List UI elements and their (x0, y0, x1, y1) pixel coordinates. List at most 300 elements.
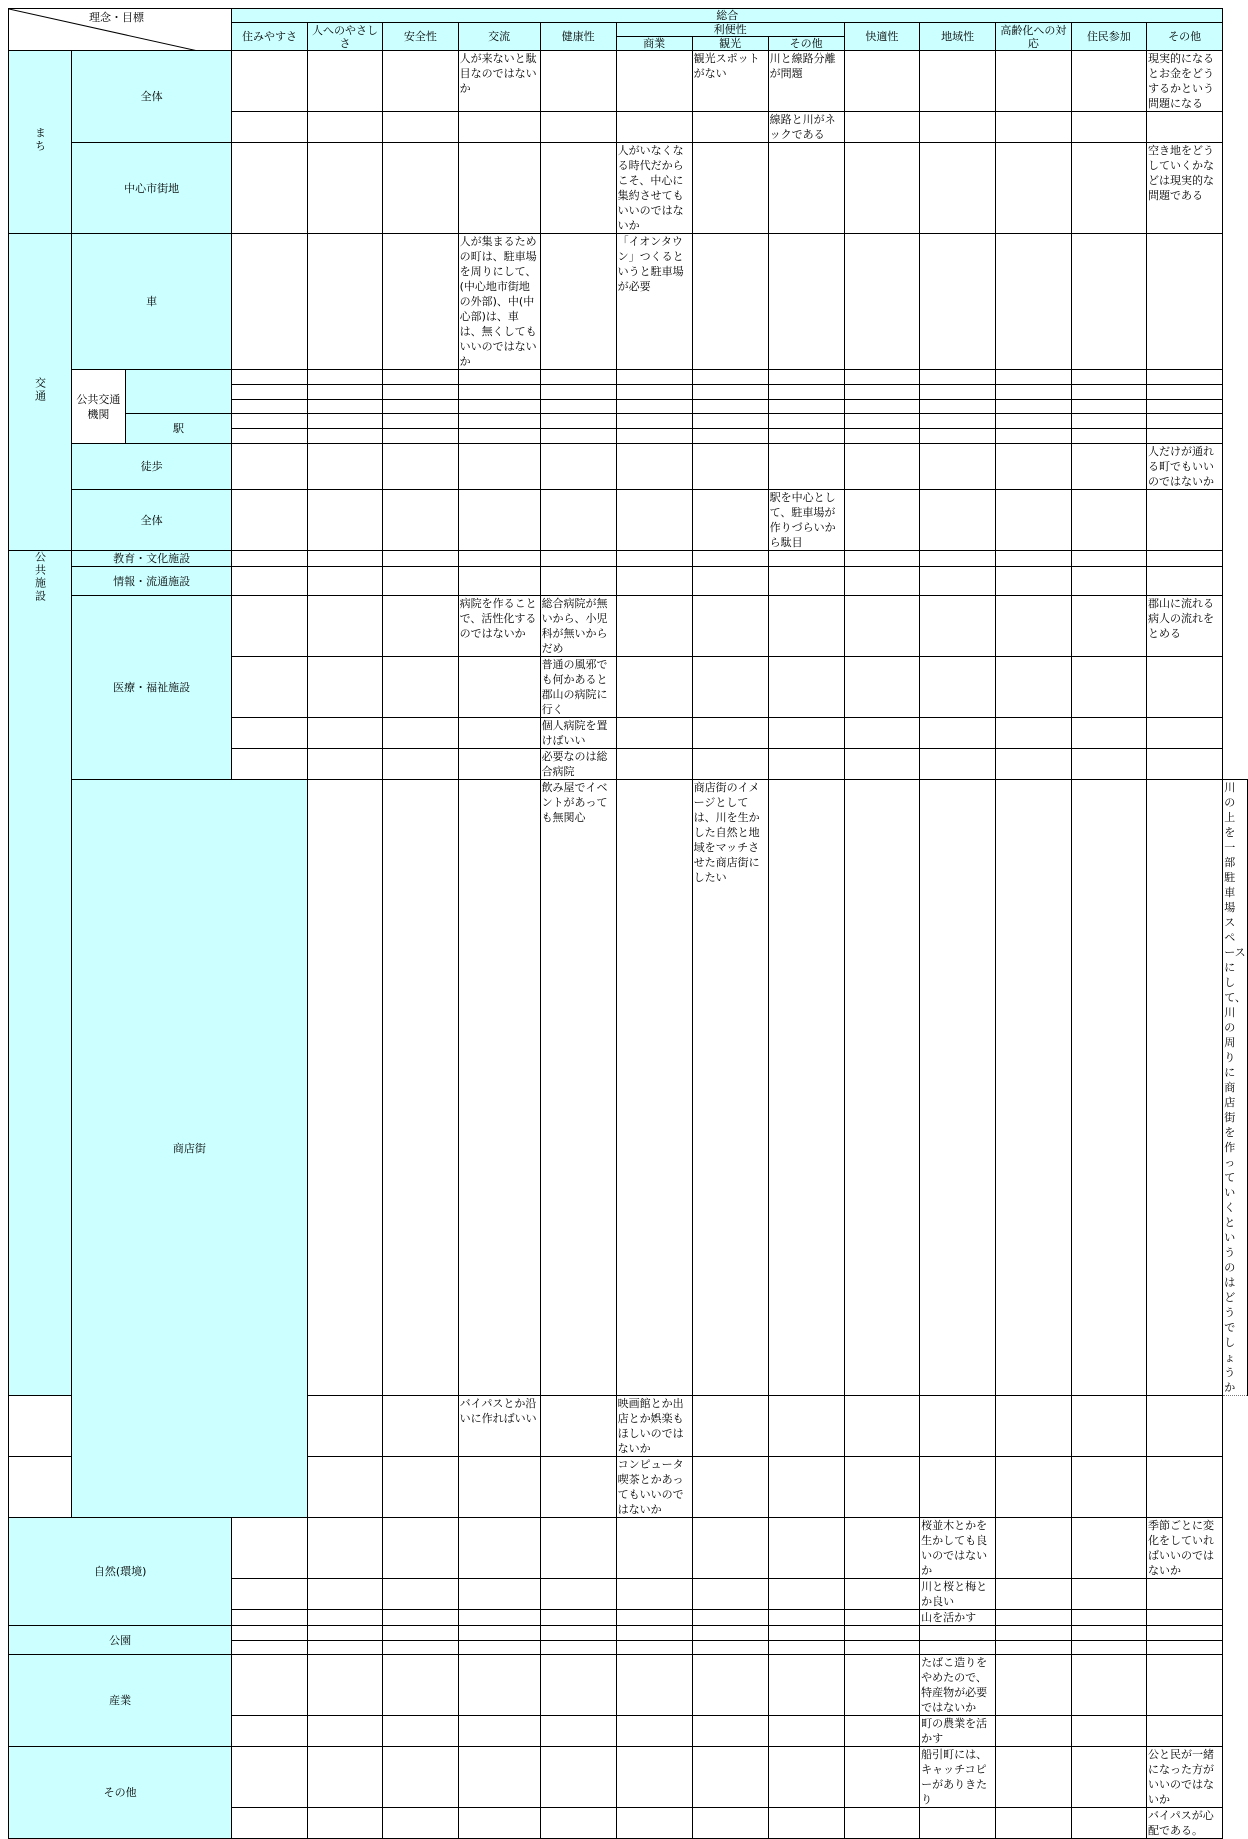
cell (458, 1641, 540, 1655)
cell (383, 1626, 458, 1641)
cell (616, 1808, 692, 1839)
cell (232, 1641, 307, 1655)
cell (458, 490, 540, 551)
cell (232, 370, 307, 385)
cell (692, 490, 768, 551)
cell (232, 1518, 307, 1579)
cell (692, 1747, 768, 1808)
cell (1071, 1579, 1146, 1610)
cell (1147, 414, 1223, 429)
cell (996, 1655, 1071, 1716)
cell (383, 596, 458, 657)
cell-z1-other: 現実的になるとお金をどうするかという問題になる (1147, 51, 1223, 112)
cell (540, 400, 616, 414)
cell (1071, 490, 1146, 551)
cell (232, 551, 307, 567)
header-col-kenko: 健康性 (540, 23, 616, 51)
cell (307, 596, 382, 657)
cell (768, 1641, 844, 1655)
cell-s2-shogyo: 映画館とか出店とか娯楽もほしいのではないか (616, 1396, 692, 1457)
header-corner (9, 9, 232, 51)
cell (844, 1808, 919, 1839)
cell (616, 596, 692, 657)
subcategory-kokyokotsu-blank (125, 370, 232, 414)
cell (9, 1396, 72, 1457)
cell (920, 1457, 996, 1518)
cell (1147, 1641, 1223, 1655)
cell (692, 657, 768, 718)
cell (383, 1808, 458, 1839)
cell (692, 414, 768, 429)
cell (1147, 1457, 1223, 1518)
cell (307, 1610, 382, 1626)
cell (768, 444, 844, 490)
cell (768, 1808, 844, 1839)
cell (844, 1641, 919, 1655)
header-col-kaiteki: 快適性 (844, 23, 919, 51)
cell (616, 718, 692, 749)
cell (232, 567, 307, 596)
header-col-riben-other: その他 (768, 37, 844, 51)
cell (996, 718, 1071, 749)
cell (692, 567, 768, 596)
cell (383, 143, 458, 234)
cell (540, 1579, 616, 1610)
cell (920, 143, 996, 234)
header-col-anzen: 安全性 (383, 23, 458, 51)
cell-i3-kenko: 個人病院を置けばいい (540, 718, 616, 749)
cell (1147, 1396, 1223, 1457)
cell (458, 1808, 540, 1839)
cell (920, 51, 996, 112)
cell (383, 749, 458, 780)
cell-i1-kouryu: 病院を作ることで、活性化するのではないか (458, 596, 540, 657)
cell (920, 490, 996, 551)
cell (1071, 112, 1146, 143)
cell (768, 414, 844, 429)
cell (768, 1457, 844, 1518)
cell-toho-other: 人だけが通れる町でもいいのではないか (1147, 444, 1223, 490)
cell (232, 1579, 307, 1610)
cell (920, 657, 996, 718)
cell (920, 429, 996, 444)
cell (768, 1747, 844, 1808)
cell (1071, 1655, 1146, 1716)
cell (383, 567, 458, 596)
cell (307, 749, 382, 780)
cell (616, 1610, 692, 1626)
category-koukyou (9, 551, 72, 1396)
cell (844, 1716, 919, 1747)
cell (692, 385, 768, 400)
cell (692, 234, 768, 370)
cell (692, 1655, 768, 1716)
cell (692, 1641, 768, 1655)
cell (383, 429, 458, 444)
cell (920, 749, 996, 780)
cell (540, 429, 616, 444)
cell (232, 718, 307, 749)
cell (844, 400, 919, 414)
cell (1147, 718, 1223, 749)
subcategory-eki: 駅 (125, 414, 232, 444)
cell (307, 551, 382, 567)
cell (1071, 1610, 1146, 1626)
cell (9, 1457, 72, 1518)
cell (616, 1626, 692, 1641)
cell-o1-other: 公と民が一緒になった方がいいのではないか (1147, 1747, 1223, 1808)
cell-z1-kanko: 観光スポットがない (692, 51, 768, 112)
cell (1071, 370, 1146, 385)
cell (692, 1626, 768, 1641)
cell (844, 1747, 919, 1808)
category-koen: 公園 (9, 1626, 232, 1655)
cell (1147, 385, 1223, 400)
category-shotengai: 商店街 (72, 780, 308, 1518)
cell (844, 385, 919, 400)
cell (1071, 414, 1146, 429)
cell (383, 1655, 458, 1716)
cell (458, 1655, 540, 1716)
cell (844, 444, 919, 490)
cell (692, 1579, 768, 1610)
cell (616, 370, 692, 385)
cell (996, 780, 1071, 1396)
cell (844, 370, 919, 385)
cell (920, 1626, 996, 1641)
cell (458, 567, 540, 596)
cell (692, 551, 768, 567)
cell (540, 444, 616, 490)
cell (1147, 567, 1223, 596)
cell-k-kouryu: 人が集まるための町は、駐車場を周りにして、(中心地市街地の外部)、中(中心部)は、車は、無くしてもいいのではないか (458, 234, 540, 370)
cell (768, 385, 844, 400)
cell (616, 414, 692, 429)
cell (383, 657, 458, 718)
category-koukyou-label: 公共施設 (33, 551, 47, 603)
cell (307, 567, 382, 596)
cell (232, 1716, 307, 1747)
cell-n3-chiiki: 山を活かす (920, 1610, 996, 1626)
cell (844, 1457, 919, 1518)
cell (232, 1747, 307, 1808)
cell (996, 551, 1071, 567)
cell (307, 112, 382, 143)
cell (844, 1518, 919, 1579)
cell (232, 490, 307, 551)
cell (844, 1396, 919, 1457)
cell (768, 1396, 844, 1457)
cell (1071, 567, 1146, 596)
cell (1147, 112, 1223, 143)
cell (458, 551, 540, 567)
cell (232, 1808, 307, 1839)
cell (383, 234, 458, 370)
category-sangyo: 産業 (9, 1655, 232, 1747)
cell (540, 1457, 616, 1518)
cell (996, 1747, 1071, 1808)
cell (307, 1626, 382, 1641)
cell (616, 429, 692, 444)
cell (307, 1579, 382, 1610)
cell (616, 749, 692, 780)
cell (768, 370, 844, 385)
cell (844, 143, 919, 234)
cell (307, 385, 382, 400)
cell (232, 385, 307, 400)
cell (996, 490, 1071, 551)
cell (458, 1626, 540, 1641)
cell (996, 429, 1071, 444)
cell-i1-other: 郡山に流れる病人の流れをとめる (1147, 596, 1223, 657)
subcategory-kuruma: 車 (72, 234, 232, 370)
cell (1147, 1579, 1223, 1610)
cell (1071, 657, 1146, 718)
cell (1071, 51, 1146, 112)
cell (383, 1396, 458, 1457)
header-sougou: 総合 (232, 9, 1223, 23)
cell (692, 444, 768, 490)
cell (383, 444, 458, 490)
cell (1147, 1626, 1223, 1641)
cell (920, 718, 996, 749)
cell (1071, 718, 1146, 749)
cell (844, 718, 919, 749)
cell (1071, 1518, 1146, 1579)
header-col-sumiyasusa: 住みやすさ (232, 23, 307, 51)
cell (996, 1716, 1071, 1747)
cell (920, 112, 996, 143)
cell-o1-chiiki: 船引町には、キャッチコピーがありきたり (920, 1747, 996, 1808)
cell (307, 234, 382, 370)
cell (768, 234, 844, 370)
cell (616, 1518, 692, 1579)
cell (844, 596, 919, 657)
category-shizen: 自然(環境) (9, 1518, 232, 1626)
cell (458, 370, 540, 385)
cell-i2-kenko: 普通の風邪でも何かあると郡山の病院に行く (540, 657, 616, 718)
cell (768, 400, 844, 414)
cell (383, 1747, 458, 1808)
cell-c-shogyo: 人がいなくなる時代だからこそ、中心に集約させてもいいのではないか (616, 143, 692, 234)
cell (996, 370, 1071, 385)
cell (383, 780, 458, 1396)
cell (844, 112, 919, 143)
cell (996, 444, 1071, 490)
cell (996, 234, 1071, 370)
cell (920, 1396, 996, 1457)
cell (692, 370, 768, 385)
cell (616, 385, 692, 400)
cell (920, 444, 996, 490)
cell (540, 234, 616, 370)
subcategory-kyoiku: 教育・文化施設 (72, 551, 232, 567)
cell (307, 1716, 382, 1747)
cell (1071, 1716, 1146, 1747)
cell (996, 1641, 1071, 1655)
cell (383, 490, 458, 551)
cell (458, 780, 540, 1396)
header-col-shogyo: 商業 (616, 37, 692, 51)
cell (844, 1579, 919, 1610)
cell-s2-kouryu: バイパスとか沿いに作ればいい (458, 1396, 540, 1457)
cell (920, 1808, 996, 1839)
category-machi-label: まち (33, 127, 47, 153)
cell (616, 657, 692, 718)
cell (692, 1610, 768, 1626)
cell (383, 718, 458, 749)
cell (232, 1610, 307, 1626)
cell (996, 1808, 1071, 1839)
cell (383, 112, 458, 143)
cell (1071, 385, 1146, 400)
cell (692, 1518, 768, 1579)
cell (616, 1641, 692, 1655)
cell (768, 718, 844, 749)
cell (1071, 1808, 1146, 1839)
cell (458, 657, 540, 718)
cell (307, 1641, 382, 1655)
cell-s3-shogyo: コンピュータ喫茶とかあってもいいのではないか (616, 1457, 692, 1518)
cell (540, 1626, 616, 1641)
cell (458, 1610, 540, 1626)
cell (920, 414, 996, 429)
cell (844, 234, 919, 370)
cell (616, 567, 692, 596)
cell (768, 1655, 844, 1716)
cell (307, 1655, 382, 1716)
subcategory-kokyokotsu: 公共交通機関 (72, 370, 126, 444)
cell (383, 51, 458, 112)
cell (1071, 143, 1146, 234)
cell (692, 143, 768, 234)
cell (458, 385, 540, 400)
cell (307, 1808, 382, 1839)
cell (307, 414, 382, 429)
cell (768, 1610, 844, 1626)
cell (692, 718, 768, 749)
cell (307, 370, 382, 385)
cell (996, 749, 1071, 780)
cell (1147, 657, 1223, 718)
cell (616, 400, 692, 414)
cell (232, 596, 307, 657)
cell (540, 1518, 616, 1579)
subcategory-toho: 徒歩 (72, 444, 232, 490)
cell (307, 444, 382, 490)
cell (996, 657, 1071, 718)
cell (996, 567, 1071, 596)
cell (692, 1808, 768, 1839)
cell (616, 1716, 692, 1747)
cell (232, 414, 307, 429)
cell (1071, 1457, 1146, 1518)
cell (844, 490, 919, 551)
cell (996, 1579, 1071, 1610)
cell (996, 414, 1071, 429)
category-koutsu-label: 交通 (33, 377, 47, 403)
subcategory-zentai-2: 全体 (72, 490, 232, 551)
cell (458, 1579, 540, 1610)
cell (768, 429, 844, 444)
cell-n2-chiiki: 川と桜と梅とか良い (920, 1579, 996, 1610)
subcategory-chushin: 中心市街地 (72, 143, 232, 234)
cell (768, 596, 844, 657)
cell (844, 567, 919, 596)
cell (307, 657, 382, 718)
cell (540, 1655, 616, 1716)
cell-z2-riben-other: 線路と川がネックである (768, 112, 844, 143)
category-sonota: その他 (9, 1747, 232, 1839)
cell (844, 1610, 919, 1626)
cell (692, 596, 768, 657)
cell (768, 551, 844, 567)
cell (307, 490, 382, 551)
cell (616, 444, 692, 490)
cell (1071, 429, 1146, 444)
cell (383, 414, 458, 429)
cell (920, 567, 996, 596)
cell (458, 1457, 540, 1518)
cell (307, 143, 382, 234)
cell (383, 385, 458, 400)
cell (768, 749, 844, 780)
cell (540, 1747, 616, 1808)
cell (232, 112, 307, 143)
cell (458, 112, 540, 143)
cell (458, 749, 540, 780)
cell (540, 370, 616, 385)
cell (692, 429, 768, 444)
cell (844, 429, 919, 444)
cell-s1-other: 川の上を一部駐車場スペースにして、川の周りに商店街を作っていくというのはどうでしょうか (1224, 781, 1246, 1394)
cell (768, 657, 844, 718)
cell (232, 657, 307, 718)
cell (540, 51, 616, 112)
cell (768, 1626, 844, 1641)
cell (692, 1396, 768, 1457)
cell (307, 1396, 382, 1457)
cell (458, 414, 540, 429)
cell (768, 1716, 844, 1747)
cell-o2-other: バイパスが心配である。 (1147, 1808, 1223, 1839)
cell-k-shogyo: 「イオンタウン」つくるというと駐車場が必要 (616, 234, 692, 370)
cell (1147, 749, 1223, 780)
cell (616, 551, 692, 567)
cell (232, 429, 307, 444)
cell (232, 234, 307, 370)
cell (540, 414, 616, 429)
cell (692, 749, 768, 780)
cell (996, 1457, 1071, 1518)
category-machi (9, 51, 72, 234)
cell (1147, 234, 1223, 370)
cell (540, 385, 616, 400)
cell (1071, 1747, 1146, 1808)
cell (1071, 1626, 1146, 1641)
cell (1147, 1610, 1223, 1626)
cell (383, 370, 458, 385)
cell (996, 51, 1071, 112)
cell (996, 1610, 1071, 1626)
cell (768, 567, 844, 596)
cell-n1-chiiki: 桜並木とかを生かしても良いのではないか (920, 1518, 996, 1579)
cell (920, 400, 996, 414)
cell (768, 1518, 844, 1579)
cell (232, 749, 307, 780)
cell (1147, 1655, 1223, 1716)
cell (383, 1716, 458, 1747)
